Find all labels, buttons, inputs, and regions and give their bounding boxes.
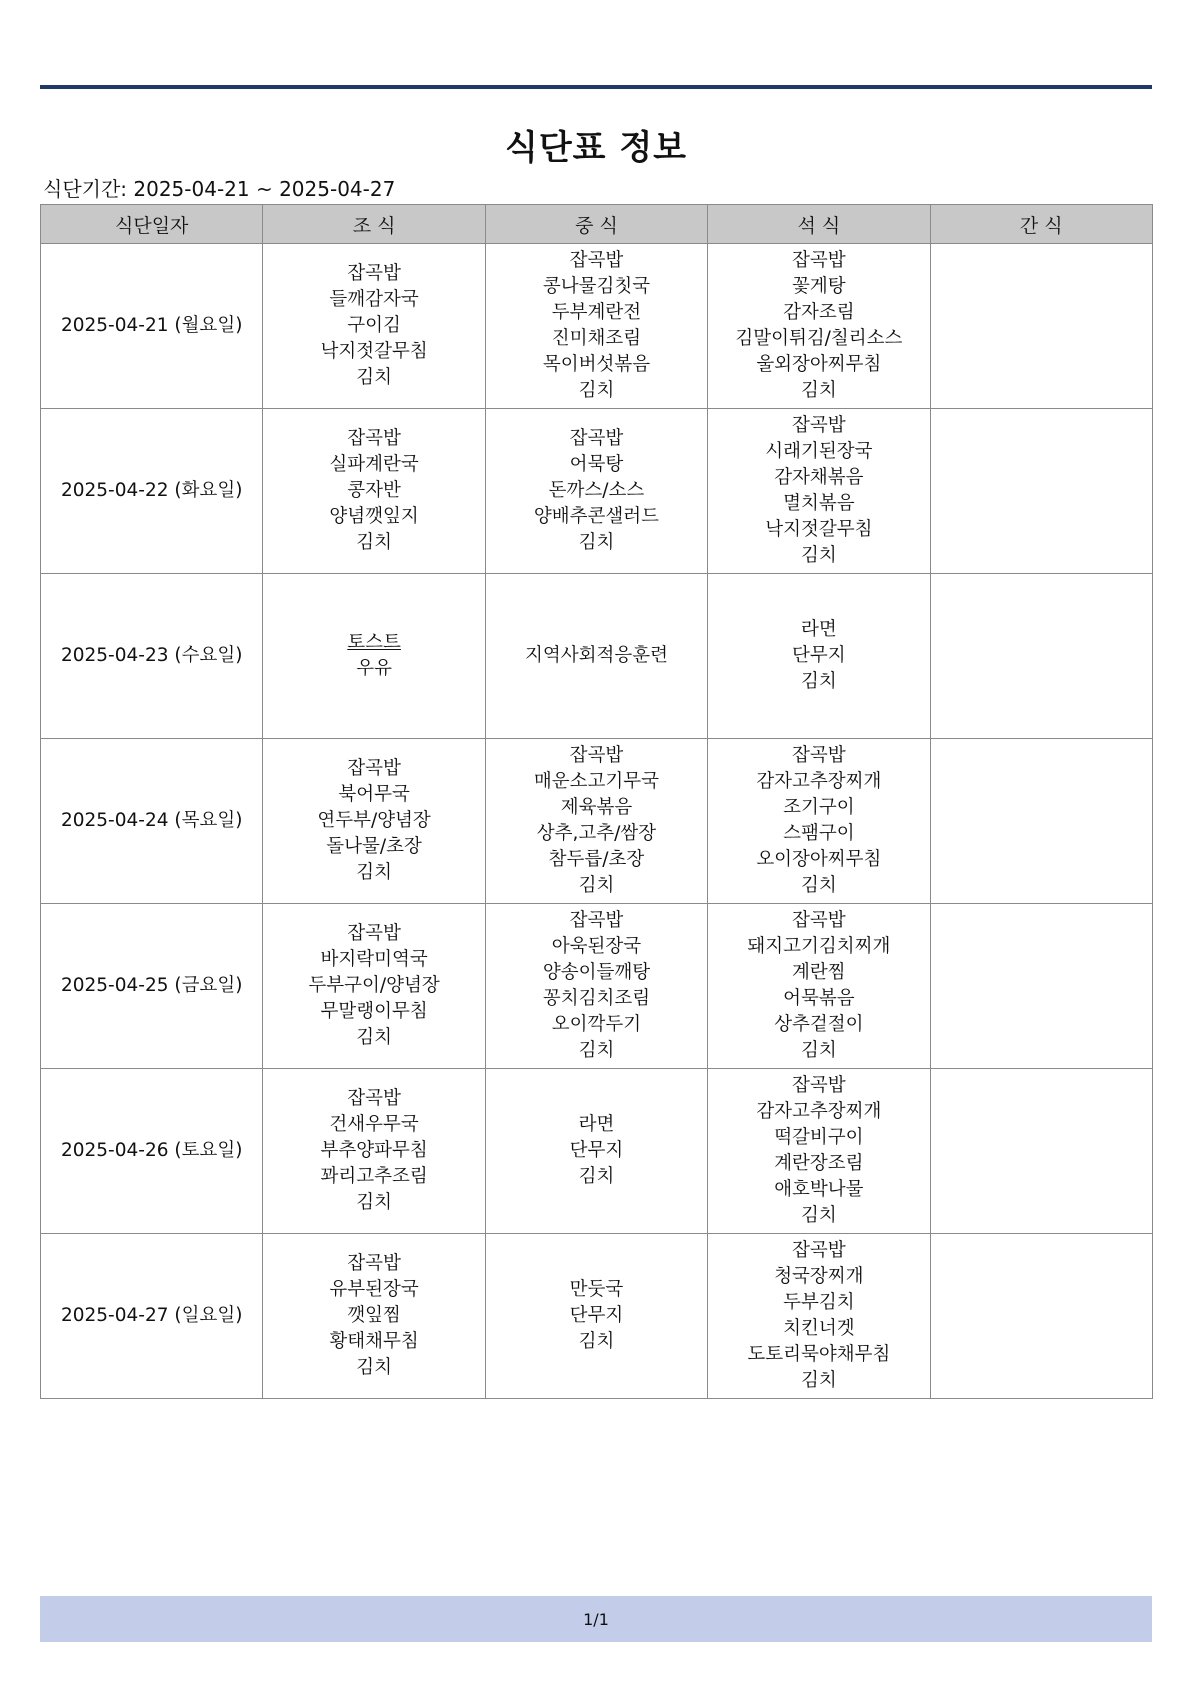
menu-item: 부추양파무침 (320, 1140, 428, 1161)
menu-item: 아욱된장국 (551, 936, 642, 957)
menu-item: 북어무국 (338, 784, 410, 805)
menu-item: 조기구이 (783, 797, 855, 818)
menu-item: 잡곡밥 (347, 1253, 401, 1274)
menu-item: 꽈리고추조림 (320, 1166, 428, 1187)
breakfast-cell (263, 574, 485, 739)
menu-item: 김치 (356, 1192, 392, 1213)
menu-item: 돼지고기김치찌개 (747, 936, 891, 957)
breakfast-cell (263, 1069, 485, 1234)
menu-item: 들깨감자국 (329, 289, 419, 310)
menu-item: 김치 (356, 1357, 392, 1378)
snack-cell (930, 1069, 1152, 1234)
menu-item: 잡곡밥 (792, 415, 846, 436)
menu-item: 잡곡밥 (347, 263, 401, 284)
menu-item: 잡곡밥 (792, 745, 846, 766)
menu-item: 황태채무침 (329, 1331, 419, 1352)
menu-item: 시래기된장국 (765, 441, 873, 462)
menu-item: 지역사회적응훈련 (524, 645, 668, 666)
table-header-row (41, 205, 1153, 244)
dinner-cell (708, 409, 930, 574)
dinner-cell (708, 1069, 930, 1234)
menu-item: 참두릅/초장 (548, 849, 645, 870)
page-title: 식단표 정보 (504, 128, 688, 168)
menu-item: 김치 (800, 671, 837, 692)
menu-item: 양송이들깨탕 (542, 962, 651, 983)
menu-item: 김치 (800, 1040, 837, 1061)
dinner-cell (708, 739, 930, 904)
breakfast-cell (263, 244, 485, 409)
menu-item: 김말이튀김/칠리소스 (735, 328, 903, 349)
breakfast-cell (263, 739, 485, 904)
menu-item: 상추,고추/쌈장 (536, 823, 657, 844)
dinner-cell (708, 1234, 930, 1399)
menu-item: 잡곡밥 (569, 250, 624, 271)
lunch-cell (485, 1069, 707, 1234)
menu-item: 단무지 (792, 645, 846, 666)
menu-item: 구이김 (347, 315, 401, 336)
menu-item: 어묵탕 (569, 454, 624, 475)
menu-item: 계란찜 (792, 962, 846, 983)
menu-item: 두부김치 (783, 1292, 855, 1313)
menu-item: 멸치볶음 (783, 493, 855, 514)
menu-item: 라면 (578, 1114, 615, 1135)
menu-item: 울외장아찌무침 (756, 354, 882, 375)
breakfast-cell (263, 904, 485, 1069)
menu-item: 양배추콘샐러드 (533, 506, 660, 527)
menu-item: 우유 (356, 658, 392, 679)
menu-item: 무말랭이무침 (320, 1001, 428, 1022)
header-date: 식단일자 (41, 205, 263, 244)
header-dinner: 석 식 (708, 205, 930, 244)
date-cell: 2025-04-23 (수요일) (41, 574, 263, 739)
menu-item: 잡곡밥 (792, 250, 846, 271)
menu-item: 감자고추장찌개 (756, 1101, 882, 1122)
menu-item: 떡갈비구이 (774, 1127, 864, 1148)
menu-item: 감자조림 (783, 302, 855, 323)
breakfast-cell (263, 1234, 485, 1399)
menu-item: 김치 (800, 380, 837, 401)
menu-item: 애호박나물 (774, 1179, 864, 1200)
snack-cell (930, 409, 1152, 574)
date-cell: 2025-04-21 (월요일) (41, 244, 263, 409)
snack-cell (930, 904, 1152, 1069)
page-footer (40, 1596, 1152, 1642)
menu-item: 돌나물/초장 (326, 836, 422, 857)
menu-item: 잡곡밥 (792, 910, 846, 931)
menu-item: 김치 (578, 1040, 615, 1061)
lunch-cell (485, 409, 707, 574)
table-row (41, 244, 1153, 409)
top-rule (40, 85, 1152, 89)
menu-item: 어묵볶음 (783, 988, 855, 1009)
meal-period: 식단기간: 2025-04-21 ~ 2025-04-27 (43, 177, 396, 201)
menu-item: 잡곡밥 (569, 745, 624, 766)
menu-item: 김치 (800, 1205, 837, 1226)
menu-item: 김치 (800, 875, 837, 896)
dinner-cell (708, 574, 930, 739)
menu-item: 콩나물김칫국 (542, 276, 651, 297)
menu-item: 김치 (356, 367, 392, 388)
menu-item: 유부된장국 (329, 1279, 419, 1300)
menu-item: 김치 (578, 875, 615, 896)
menu-item: 감자고추장찌개 (756, 771, 882, 792)
menu-item: 제육볶음 (560, 797, 633, 818)
menu-item: 잡곡밥 (569, 428, 624, 449)
menu-item: 양념깻잎지 (329, 506, 419, 527)
menu-item: 꽃게탕 (792, 276, 846, 297)
menu-item: 진미채조림 (551, 328, 642, 349)
menu-item: 낙지젓갈무침 (765, 519, 873, 540)
snack-cell (930, 739, 1152, 904)
lunch-cell (485, 574, 707, 739)
menu-item: 도토리묵야채무침 (747, 1344, 891, 1365)
snack-cell (930, 244, 1152, 409)
menu-item: 깻잎찜 (347, 1305, 401, 1326)
menu-item: 오이장아찌무침 (756, 849, 882, 870)
page-number: 1/1 (583, 1609, 609, 1629)
menu-item: 잡곡밥 (347, 758, 401, 779)
menu-item: 오이깍두기 (551, 1014, 642, 1035)
menu-item: 매운소고기무국 (533, 771, 660, 792)
menu-item: 김치 (578, 1166, 615, 1187)
menu-item: 계란장조림 (774, 1153, 864, 1174)
date-cell: 2025-04-22 (화요일) (41, 409, 263, 574)
menu-item: 단무지 (569, 1140, 624, 1161)
lunch-cell (485, 904, 707, 1069)
snack-cell (930, 1234, 1152, 1399)
menu-item: 토스트 (347, 632, 401, 653)
date-cell: 2025-04-27 (일요일) (41, 1234, 263, 1399)
menu-item: 만둣국 (569, 1279, 624, 1300)
menu-item: 김치 (578, 532, 615, 553)
dinner-cell (708, 244, 930, 409)
menu-item: 감자채볶음 (774, 467, 864, 488)
table-row (41, 1069, 1153, 1234)
header-snack: 간 식 (930, 205, 1152, 244)
meal-table (40, 204, 1153, 1399)
lunch-cell (485, 244, 707, 409)
menu-item: 라면 (800, 619, 837, 640)
menu-item: 잡곡밥 (347, 923, 401, 944)
menu-item: 단무지 (569, 1305, 624, 1326)
breakfast-cell (263, 409, 485, 574)
menu-item: 김치 (356, 1027, 392, 1048)
menu-item: 김치 (800, 1370, 837, 1391)
menu-item: 두부구이/양념장 (308, 975, 440, 996)
date-cell: 2025-04-24 (목요일) (41, 739, 263, 904)
header-breakfast: 조 식 (263, 205, 485, 244)
menu-item: 두부계란전 (551, 302, 642, 323)
menu-item: 김치 (800, 545, 837, 566)
menu-item: 김치 (578, 1331, 615, 1352)
menu-item: 스팸구이 (783, 823, 855, 844)
lunch-cell (485, 739, 707, 904)
menu-item: 꽁치김치조림 (542, 988, 651, 1009)
menu-item: 콩자반 (347, 480, 401, 501)
menu-item: 잡곡밥 (347, 428, 401, 449)
menu-item: 청국장찌개 (774, 1266, 864, 1287)
menu-item: 낙지젓갈무침 (320, 341, 428, 362)
menu-item: 김치 (356, 532, 392, 553)
menu-item: 잡곡밥 (347, 1088, 401, 1109)
menu-item: 돈까스/소스 (548, 480, 645, 501)
menu-item: 바지락미역국 (320, 949, 428, 970)
table-row (41, 1234, 1153, 1399)
snack-cell (930, 574, 1152, 739)
header-lunch: 중 식 (485, 205, 707, 244)
menu-item: 잡곡밥 (569, 910, 624, 931)
date-cell: 2025-04-26 (토요일) (41, 1069, 263, 1234)
menu-item: 건새우무국 (329, 1114, 419, 1135)
table-row (41, 409, 1153, 574)
table-row (41, 739, 1153, 904)
menu-item: 상추겉절이 (774, 1014, 864, 1035)
menu-item: 김치 (356, 862, 392, 883)
menu-item: 잡곡밥 (792, 1075, 846, 1096)
menu-item: 김치 (578, 380, 615, 401)
menu-item: 연두부/양념장 (317, 810, 431, 831)
table-row (41, 904, 1153, 1069)
menu-item: 실파계란국 (329, 454, 419, 475)
date-cell: 2025-04-25 (금요일) (41, 904, 263, 1069)
menu-item: 목이버섯볶음 (542, 354, 651, 375)
table-row (41, 574, 1153, 739)
menu-item: 치킨너겟 (783, 1318, 855, 1339)
menu-item: 잡곡밥 (792, 1240, 846, 1261)
meal-table-body (41, 244, 1153, 1399)
dinner-cell (708, 904, 930, 1069)
lunch-cell (485, 1234, 707, 1399)
